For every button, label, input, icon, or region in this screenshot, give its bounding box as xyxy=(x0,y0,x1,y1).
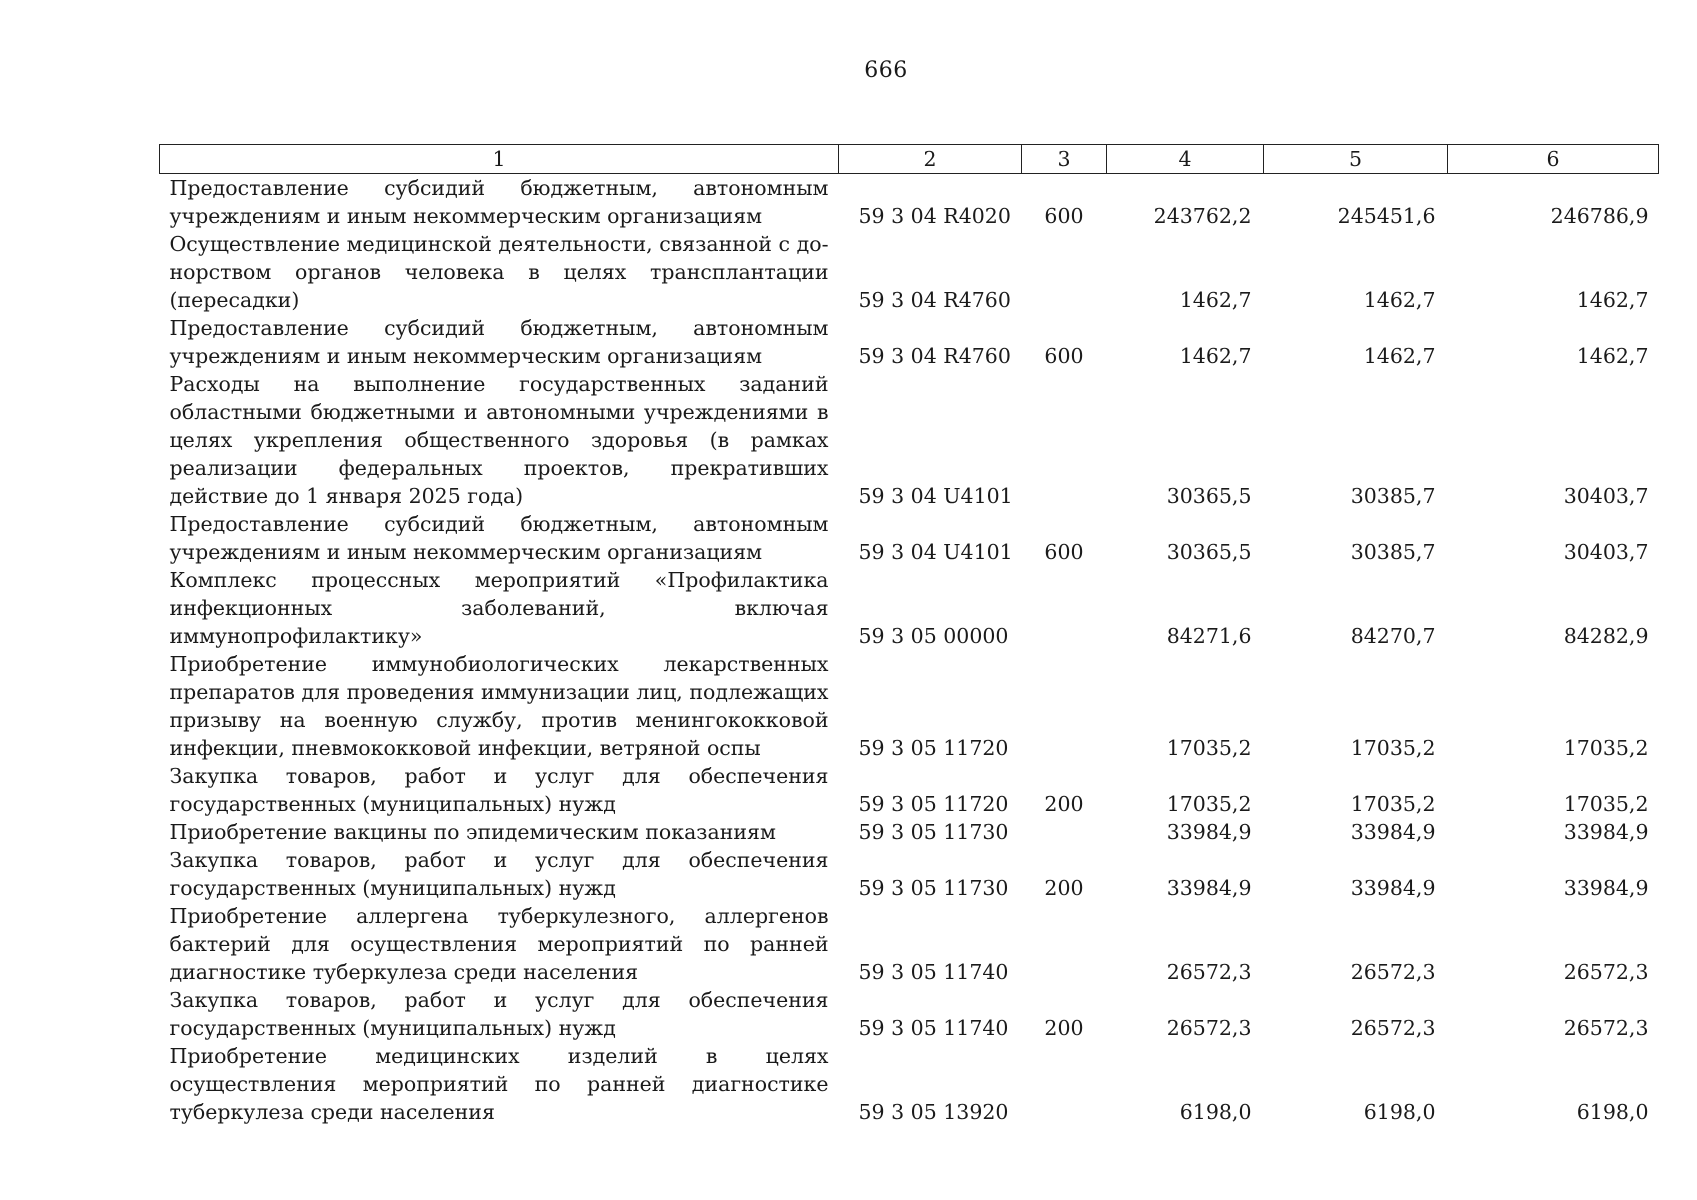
row-value-5: 1462,7 xyxy=(1363,344,1436,368)
table-row xyxy=(160,902,1659,986)
row-value-4: 6198,0 xyxy=(1179,1100,1252,1124)
table-row xyxy=(160,762,1659,818)
row-value-6: 84282,9 xyxy=(1563,624,1649,648)
row-expense-type: 600 xyxy=(1044,204,1084,228)
row-code: 59 3 05 11740 xyxy=(858,1016,1009,1040)
row-value-6: 1462,7 xyxy=(1576,288,1649,312)
row-value-4: 1462,7 xyxy=(1179,288,1252,312)
row-value-4: 1462,7 xyxy=(1179,344,1252,368)
row-expense-type xyxy=(1022,370,1107,510)
header-col-3: 3 xyxy=(1022,145,1107,174)
row-value-6: 33984,9 xyxy=(1563,876,1649,900)
row-name: Закупка товаров, работ и услуг для обеспечения государственных (муниципальных) нужд xyxy=(169,848,829,900)
row-expense-type: 600 xyxy=(1044,540,1084,564)
header-col-4: 4 xyxy=(1107,145,1264,174)
page-number: 666 xyxy=(864,58,908,83)
row-code: 59 3 05 13920 xyxy=(858,1100,1009,1124)
row-name: Предоставление субсидий бюджетным, автономным учреждениям и иным некоммерческим организациям xyxy=(169,176,829,228)
row-name: Предоставление субсидий бюджетным, автономным учреждениям и иным некоммерческим организациям xyxy=(169,512,829,564)
row-value-5: 30385,7 xyxy=(1350,540,1436,564)
row-value-4: 33984,9 xyxy=(1166,876,1252,900)
table-row xyxy=(160,566,1659,650)
row-value-5: 33984,9 xyxy=(1350,820,1436,844)
row-name: Приобретение медицинских изделий в целях осуществления мероприятий по ранней диагностике туберкулеза среди населения xyxy=(169,1044,829,1124)
row-value-4: 26572,3 xyxy=(1166,960,1252,984)
row-expense-type: 600 xyxy=(1044,344,1084,368)
row-code: 59 3 05 11720 xyxy=(858,736,1009,760)
row-value-6: 26572,3 xyxy=(1563,960,1649,984)
row-expense-type xyxy=(1022,230,1107,314)
table-row xyxy=(160,370,1659,510)
row-name: Осуществление медицинской деятельности, связанной с донорством органов человека в целях трансплантации (пересадки) xyxy=(169,232,829,312)
table-row xyxy=(160,510,1659,566)
table-row xyxy=(160,174,1659,231)
table-row xyxy=(160,818,1659,846)
row-code: 59 3 05 00000 xyxy=(858,624,1009,648)
row-code: 59 3 04 R4760 xyxy=(858,344,1011,368)
row-code: 59 3 05 11730 xyxy=(858,876,1009,900)
row-value-4: 17035,2 xyxy=(1166,736,1252,760)
table-row xyxy=(160,846,1659,902)
row-name: Приобретение вакцины по эпидемическим показаниям xyxy=(169,820,776,844)
table-row xyxy=(160,650,1659,762)
row-value-5: 245451,6 xyxy=(1337,204,1436,228)
row-value-5: 6198,0 xyxy=(1363,1100,1436,1124)
row-value-6: 1462,7 xyxy=(1576,344,1649,368)
table-row xyxy=(160,1042,1659,1126)
row-name: Приобретение иммунобиологических лекарственных препаратов для проведения иммунизации лиц, подлежащих призыву на военную службу, против менингококковой инфекции, пневмококковой инфекции, ветряной оспы xyxy=(169,652,829,760)
table-row xyxy=(160,314,1659,370)
row-value-6: 17035,2 xyxy=(1563,792,1649,816)
header-col-6: 6 xyxy=(1448,145,1659,174)
row-expense-type xyxy=(1022,566,1107,650)
row-value-4: 243762,2 xyxy=(1153,204,1252,228)
row-value-4: 17035,2 xyxy=(1166,792,1252,816)
row-code: 59 3 05 11740 xyxy=(858,960,1009,984)
row-value-5: 84270,7 xyxy=(1350,624,1436,648)
row-value-6: 33984,9 xyxy=(1563,820,1649,844)
row-value-5: 30385,7 xyxy=(1350,484,1436,508)
header-col-5: 5 xyxy=(1264,145,1448,174)
row-value-4: 30365,5 xyxy=(1166,540,1252,564)
row-name: Приобретение аллергена туберкулезного, аллергенов бактерий для осуществления мероприятий по ранней диагностике туберкулеза среди населения xyxy=(169,904,829,984)
table-body xyxy=(160,174,1659,1127)
row-expense-type: 200 xyxy=(1044,1016,1084,1040)
row-code: 59 3 04 R4020 xyxy=(858,204,1011,228)
table-row xyxy=(160,230,1659,314)
row-value-6: 246786,9 xyxy=(1550,204,1649,228)
header-row xyxy=(160,145,1659,174)
row-expense-type xyxy=(1022,650,1107,762)
row-value-5: 17035,2 xyxy=(1350,792,1436,816)
row-name: Предоставление субсидий бюджетным, автономным учреждениям и иным некоммерческим организациям xyxy=(169,316,829,368)
row-value-5: 17035,2 xyxy=(1350,736,1436,760)
row-value-5: 33984,9 xyxy=(1350,876,1436,900)
row-code: 59 3 05 11730 xyxy=(858,820,1009,844)
row-value-5: 26572,3 xyxy=(1350,960,1436,984)
row-value-6: 6198,0 xyxy=(1576,1100,1649,1124)
row-name: Закупка товаров, работ и услуг для обеспечения государственных (муниципальных) нужд xyxy=(169,988,829,1040)
row-value-5: 1462,7 xyxy=(1363,288,1436,312)
row-value-4: 33984,9 xyxy=(1166,820,1252,844)
row-name: Комплекс процессных мероприятий «Профилактика инфекционных заболеваний, включая иммунопрофилактику» xyxy=(169,568,829,648)
row-value-4: 84271,6 xyxy=(1166,624,1252,648)
table-row xyxy=(160,986,1659,1042)
row-code: 59 3 04 U4101 xyxy=(858,484,1013,508)
row-value-5: 26572,3 xyxy=(1350,1016,1436,1040)
table-header xyxy=(160,145,1659,174)
row-expense-type: 200 xyxy=(1044,876,1084,900)
row-expense-type: 200 xyxy=(1044,792,1084,816)
row-name: Закупка товаров, работ и услуг для обеспечения государственных (муниципальных) нужд xyxy=(169,764,829,816)
header-col-2: 2 xyxy=(839,145,1022,174)
row-code: 59 3 04 U4101 xyxy=(858,540,1013,564)
header-col-1: 1 xyxy=(160,145,839,174)
row-expense-type xyxy=(1022,818,1107,846)
row-value-6: 30403,7 xyxy=(1563,484,1649,508)
budget-table xyxy=(159,144,1659,1126)
row-code: 59 3 05 11720 xyxy=(858,792,1009,816)
row-value-6: 26572,3 xyxy=(1563,1016,1649,1040)
row-name: Расходы на выполнение государственных заданий областными бюджетными и автономными учреждениями в целях укрепления общественного здоровья (в рамках реализации федеральных проектов, прекративших действие до 1 января 2025 года) xyxy=(169,372,829,508)
row-value-6: 17035,2 xyxy=(1563,736,1649,760)
row-value-4: 26572,3 xyxy=(1166,1016,1252,1040)
row-expense-type xyxy=(1022,902,1107,986)
row-code: 59 3 04 R4760 xyxy=(858,288,1011,312)
row-value-4: 30365,5 xyxy=(1166,484,1252,508)
row-expense-type xyxy=(1022,1042,1107,1126)
row-value-6: 30403,7 xyxy=(1563,540,1649,564)
